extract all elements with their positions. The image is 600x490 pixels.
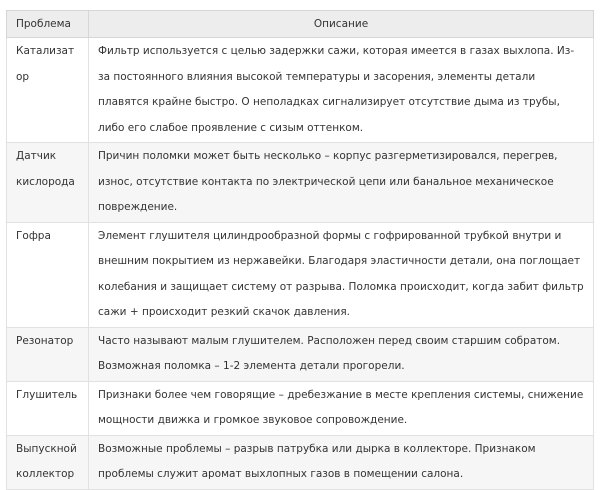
row-problem-name: Глушитель — [7, 381, 89, 435]
row-problem-name: Датчик кислорода — [7, 143, 89, 223]
header-problem: Проблема — [7, 11, 89, 38]
table-row — [7, 381, 594, 435]
row-problem-description: Возможные проблемы – разрыв патрубка или дырка в коллекторе. Признаком проблемы служит аромат выхлопных газов в помещении салона. — [89, 435, 594, 489]
table-row — [7, 222, 594, 327]
row-problem-description: Фильтр используется с целью задержки сажи, которая имеется в газах выхлопа. Из-за постоянного влияния высокой температуры и засорения, элементы детали плавятся крайне быстро. О неполадках сигнализирует отсутствие дыма из трубы, либо его слабое проявление с сизым оттенком. — [89, 38, 594, 143]
row-problem-description: Причин поломки может быть несколько – корпус разгерметизировался, перегрев, износ, отсутствие контакта по электрической цепи или банальное механическое повреждение. — [89, 143, 594, 223]
row-problem-description: Часто называют малым глушителем. Расположен перед своим старшим собратом. Возможная поломка – 1-2 элемента детали прогорели. — [89, 327, 594, 381]
table-row — [7, 38, 594, 143]
row-problem-description: Элемент глушителя цилиндрообразной формы с гофрированной трубкой внутри и внешним покрытием из нержавейки. Благодаря эластичности детали, она поглощает колебания и защищает систему от разрыва. Поломка происходит, когда забит фильтр сажи + происходит резкий скачок давления. — [89, 222, 594, 327]
row-problem-name: Выпускной коллектор — [7, 435, 89, 489]
problems-table-container — [6, 10, 593, 490]
table-header-row — [7, 11, 594, 38]
row-problem-description: Признаки более чем говорящие – дребезжание в месте крепления системы, снижение мощности движка и громкое звуковое сопровождение. — [89, 381, 594, 435]
problems-table — [6, 10, 594, 490]
table-row — [7, 327, 594, 381]
table-row — [7, 143, 594, 223]
row-problem-name: Гофра — [7, 222, 89, 327]
table-row — [7, 435, 594, 489]
row-problem-name: Резонатор — [7, 327, 89, 381]
row-problem-name: Катализатор — [7, 38, 89, 143]
header-description: Описание — [89, 11, 594, 38]
